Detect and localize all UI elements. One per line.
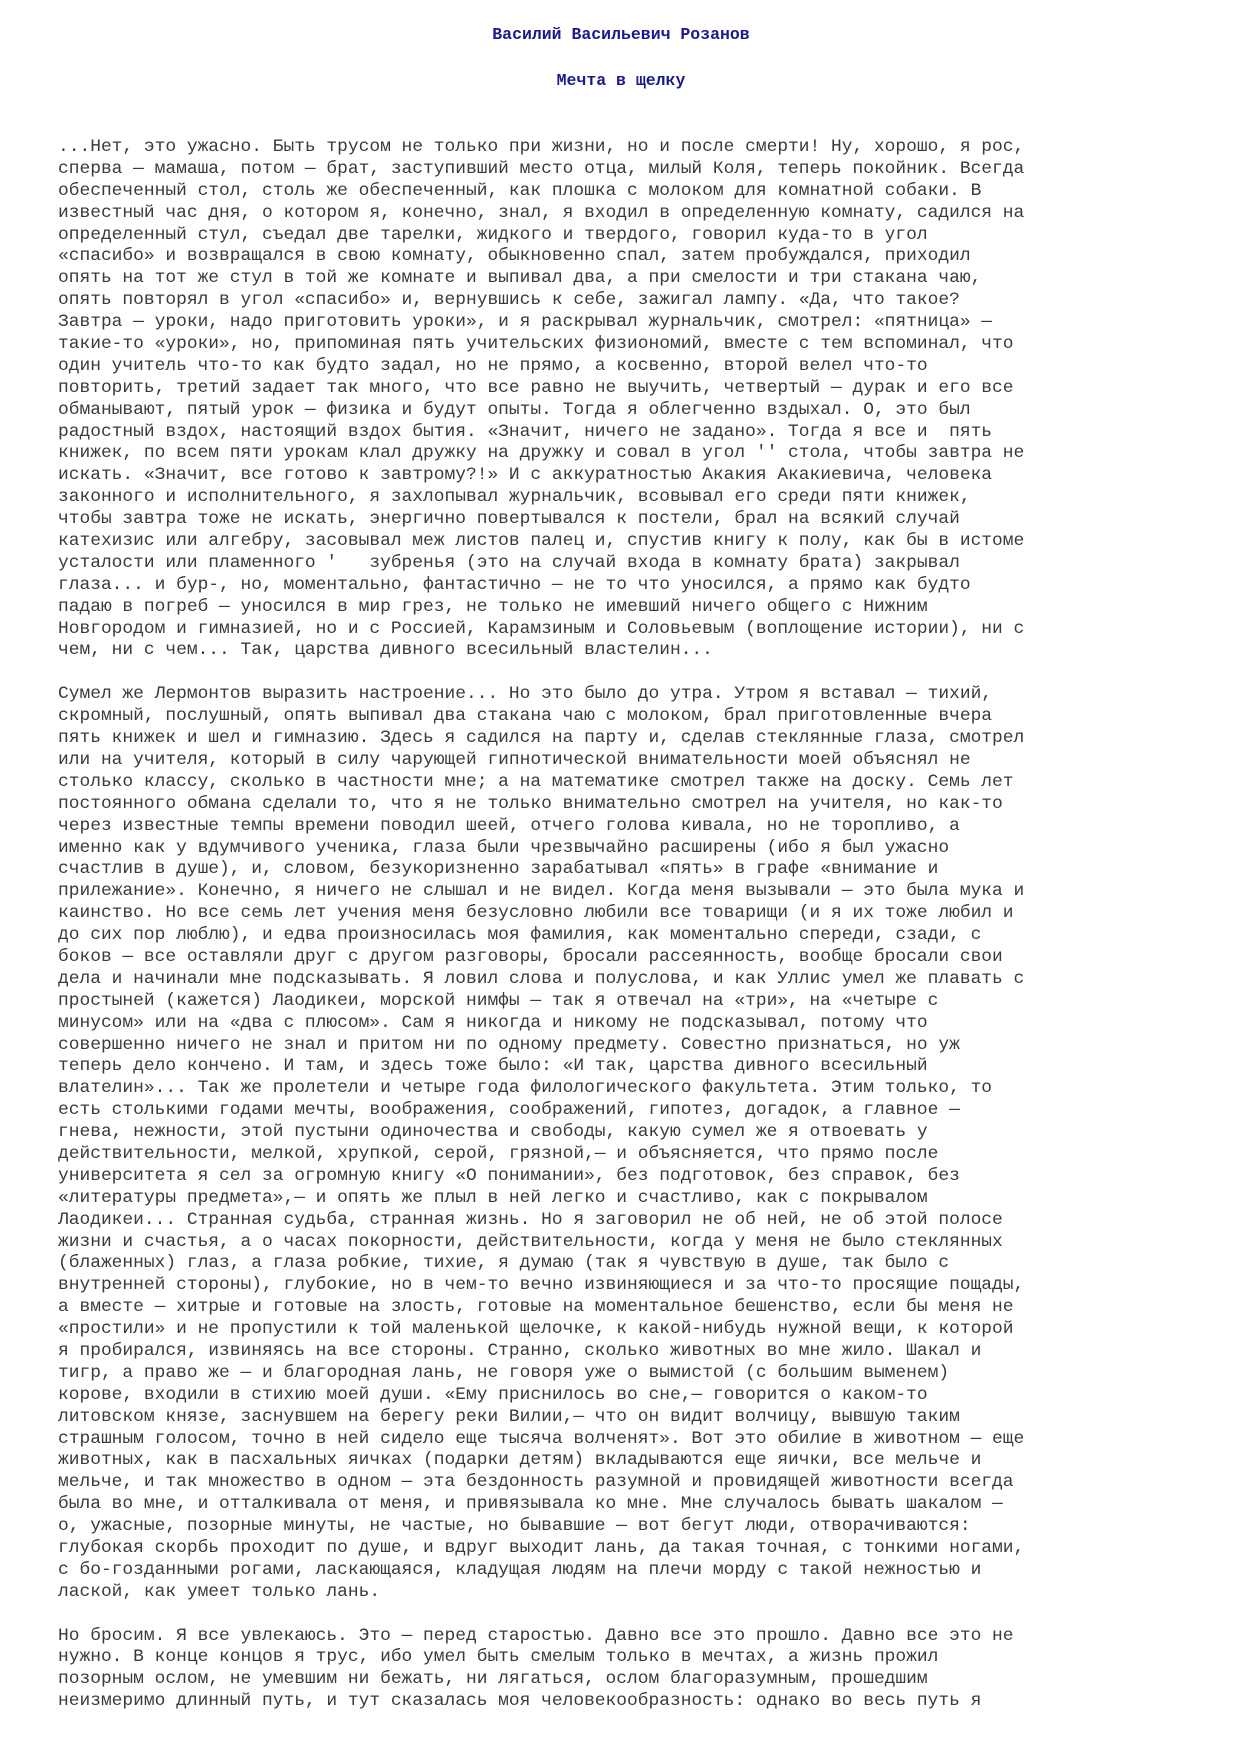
text-line: Но бросим. Я все увлекаюсь. Это — перед старостью. Давно все это прошло. Давно все это не <box>58 1625 1014 1646</box>
text-line: столько классу, сколько в частности мне; а на математике смотрел также на доску. Семь лет <box>58 771 1014 792</box>
text-line: дела и начинали мне подсказывать. Я ловил слова и полуслова, и как Уллис умел же плавать с <box>58 968 1025 989</box>
text-line: катехизис или алгебру, засовывал меж листов палец и, спустив книгу к полу, как бы в истоме <box>58 531 1025 552</box>
text-line: мельче, и так множество в одном — эта бездонность разумной и провидящей животности всегда <box>58 1472 1014 1493</box>
paragraph <box>58 1626 1198 1714</box>
text-line: позорным ослом, не умевшим ни бежать, ни лягаться, ослом благоразумным, прошедшим <box>58 1669 928 1690</box>
text-line: постоянного обмана сделали то, что я не только внимательно смотрел на учителя, но как-то <box>58 793 1003 814</box>
text-line: нужно. В конце концов я трус, ибо умел быть смелым только в мечтах, а жизнь прожил <box>58 1647 939 1668</box>
author-name: Василий Васильевич Розанов <box>492 25 750 44</box>
text-line: литовском князе, заснувшем на берегу реки Вилии,— что он видит волчицу, вывшую таким <box>58 1406 960 1427</box>
text-line: глубокая скорбь проходит по душе, и вдруг выходит лань, да такая точная, с тонкими ногами, <box>58 1538 1025 1558</box>
text-line: внутренней стороны), глубокие, но в чем-то вечно извиняющиеся и за что-то просящие пощады, <box>58 1275 1025 1296</box>
text-line: я пробирался, извиняясь на все стороны. Странно, сколько животных во мне жило. Шакал и <box>58 1340 982 1361</box>
text-line: радостный вздох, настоящий вздох бытия. «Значит, ничего не задано». Тогда я все и пять <box>58 421 993 442</box>
text-line: Лаодикеи... Странная судьба, странная жизнь. Но я заговорил не об ней, не об этой полосе <box>58 1209 1003 1230</box>
text-line: падаю в погреб — уносился в мир грез, не только не имевший ничего общего с Нижним <box>58 596 928 617</box>
text-line: была во мне, и отталкивала от меня, и привязывала ко мне. Мне случалось бывать шакалом — <box>58 1494 1003 1515</box>
text-line: а вместе — хитрые и готовые на злость, готовые на моментальное бешенство, если бы меня не <box>58 1297 1014 1318</box>
text-line: страшным голосом, точно в ней сидело еще тысяча волченят». Вот это обилие в животном — еще <box>58 1428 1025 1449</box>
text-line: законного и исполнительного, я захлопывал журнальчик, всовывал его среди пяти книжек, <box>58 487 971 508</box>
text-line: обманывают, пятый урок — физика и будут опыты. Тогда я облегченно вздыхал. О, это был <box>58 399 971 420</box>
text-line: обеспеченный стол, столь же обеспеченный, как плошка с молоком для комнатной собаки. В <box>58 180 982 201</box>
document-title: Мечта в щелку <box>556 71 686 90</box>
text-line: пять книжек и шел и гимназию. Здесь я садился на парту и, сделав стеклянные глаза, смотрел <box>58 728 1025 749</box>
text-line: есть столькими годами мечты, воображения, соображений, гипотез, догадок, а главное — <box>58 1100 960 1121</box>
document-body <box>58 137 1198 1735</box>
text-line: определенный стул, съедал две тарелки, жидкого и твердого, говорил куда-то в угол <box>58 224 928 245</box>
text-line: до сих пор люблю), и едва произносилась моя фамилия, как моментально спереди, сзади, с <box>58 925 982 946</box>
text-line: усталости или пламенного ' зубренья (это на случай входа в комнату брата) закрывал <box>58 552 960 573</box>
text-line: чтобы завтра тоже не искать, энергично повертывался к постели, брал на всякий случай <box>58 509 960 530</box>
text-line: глаза... и бур-, но, моментально, фантастично — не то что уносился, а прямо как будто <box>58 574 971 595</box>
text-line: совершенно ничего не знал и притом ни по одному предмету. Совестно признаться, но уж <box>58 1034 960 1055</box>
paragraph <box>58 684 1198 1603</box>
text-line: боков — все оставляли друг с другом разговоры, бросали рассеянность, вообще бросали свои <box>58 946 1003 967</box>
text-line: повторить, третий задает так много, что все равно не выучить, четвертый — дурак и его все <box>58 377 1014 398</box>
text-line: с бо-гозданными рогами, ласкающаяся, кладущая людям на плечи морду с такой нежностью и <box>58 1559 982 1580</box>
text-line: именно как у вдумчивого ученика, глаза были чрезвычайно расширены (ибо я был ужасно <box>58 837 950 858</box>
text-line: один учитель что-то как будто задал, но не прямо, а косвенно, второй велел что-то <box>58 355 928 376</box>
text-line: влателин»... Так же пролетели и четыре года филологического факультета. Этим только, то <box>58 1078 993 1099</box>
text-line: минусом» или на «два с плюсом». Сам я никогда и никому не подсказывал, потому что <box>58 1012 928 1033</box>
text-line: книжек, по всем пяти урокам клал дружку на дружку и совал в угол '' стола, чтобы завтра не <box>58 443 1025 464</box>
text-line: неизмеримо длинный путь, и тут сказалась моя человекообразность: однако во весь путь я <box>58 1691 982 1712</box>
text-line: через известные темпы времени поводил шеей, отчего голова кивала, но не торопливо, а <box>58 815 960 836</box>
text-line: простыней (кажется) Лаодикеи, морской нимфы — так я отвечал на «три», на «четыре с <box>58 990 939 1011</box>
text-line: Сумел же Лермонтов выразить настроение... Но это было до утра. Утром я вставал — тихий, <box>58 684 993 705</box>
text-line: лаской, как умеет только лань. <box>58 1581 381 1602</box>
text-line: каинство. Но все семь лет учения меня безусловно любили все товарищи (и я их тоже любил и <box>58 903 1014 924</box>
paragraph <box>58 137 1198 662</box>
text-line: корове, входили в стихию моей души. «Ему приснилось во сне,— говорится о каком-то <box>58 1384 928 1405</box>
text-line: чем, ни с чем... Так, царства дивного всесильный властелин... <box>58 640 713 661</box>
text-line: искать. «Значит, все готово к завтрому?!» И с аккуратностью Акакия Акакиевича, человека <box>58 465 993 486</box>
text-line: такие-то «уроки», но, припоминая пять учительских физиономий, вместе с тем вспоминал, что <box>58 334 1014 355</box>
text-line: ...Нет, это ужасно. Быть трусом не только при жизни, но и после смерти! Ну, хорошо, я рос, <box>58 137 1025 157</box>
text-line: Завтра — уроки, надо приготовить уроки», и я раскрывал журнальчик, смотрел: «пятница» — <box>58 312 993 333</box>
text-line: действительности, мелкой, хрупкой, серой, грязной,— и объясняется, что прямо после <box>58 1143 939 1164</box>
text-line: гнева, нежности, этой пустыни одиночества и свободы, какую сумел же я отвоевать у <box>58 1122 928 1143</box>
text-line: «литературы предмета»,— и опять же плыл в ней легко и счастливо, как с покрывалом <box>58 1187 928 1208</box>
text-line: прилежание». Конечно, я ничего не слышал и не видел. Когда меня вызывали — это была мука и <box>58 881 1025 902</box>
text-line: сперва — мамаша, потом — брат, заступивший место отца, милый Коля, теперь покойник. Всегда <box>58 158 1025 179</box>
text-line: животных, как в пасхальных яичках (подарки детям) вкладываются еще яички, все мельче и <box>58 1450 982 1471</box>
text-line: или на учителя, который в силу чарующей гипнотической внимательности моей объяснял не <box>58 749 971 770</box>
text-line: «простили» и не пропустили к той маленькой щелочке, к какой-нибудь нужной вещи, к которой <box>58 1319 1014 1340</box>
text-line: скромный, послушный, опять выпивал два стакана чаю с молоком, брал приготовленные вчера <box>58 706 993 727</box>
text-line: университета я сел за огромную книгу «О понимании», без подготовок, без справок, без <box>58 1165 960 1186</box>
text-line: Новгородом и гимназией, но и с Россией, Карамзиным и Соловьевым (воплощение истории), ни с <box>58 618 1025 639</box>
text-line: теперь дело кончено. И там, и здесь тоже было: «И так, царства дивного всесильный <box>58 1056 928 1077</box>
text-line: известный час дня, о котором я, конечно, знал, я входил в определенную комнату, садился на <box>58 202 1025 223</box>
text-line: опять на тот же стул в той же комнате и выпивал два, а при смелости и три стакана чаю, <box>58 268 982 289</box>
text-line: о, ужасные, позорные минуты, не частые, но бывавшие — вот бегут люди, отворачиваются: <box>58 1516 971 1537</box>
text-line: счастлив в душе), и, словом, безукоризненно зарабатывал «пять» в графе «внимание и <box>58 859 939 880</box>
text-line: «спасибо» и возвращался в свою комнату, обыкновенно спал, затем пробуждался, приходил <box>58 246 971 267</box>
text-line: (блаженных) глаз, а глаза робкие, тихие, я думаю (так я чувствую в душе, так было с <box>58 1253 950 1274</box>
text-line: опять повторял в угол «спасибо» и, вернувшись к себе, зажигал лампу. «Да, что такое? <box>58 290 960 311</box>
text-line: тигр, а право же — и благородная лань, не говоря уже о вымистой (с большим выменем) <box>58 1362 950 1383</box>
text-line: жизни и счастья, а о часах покорности, действительности, когда у меня не было стеклянных <box>58 1231 1003 1252</box>
